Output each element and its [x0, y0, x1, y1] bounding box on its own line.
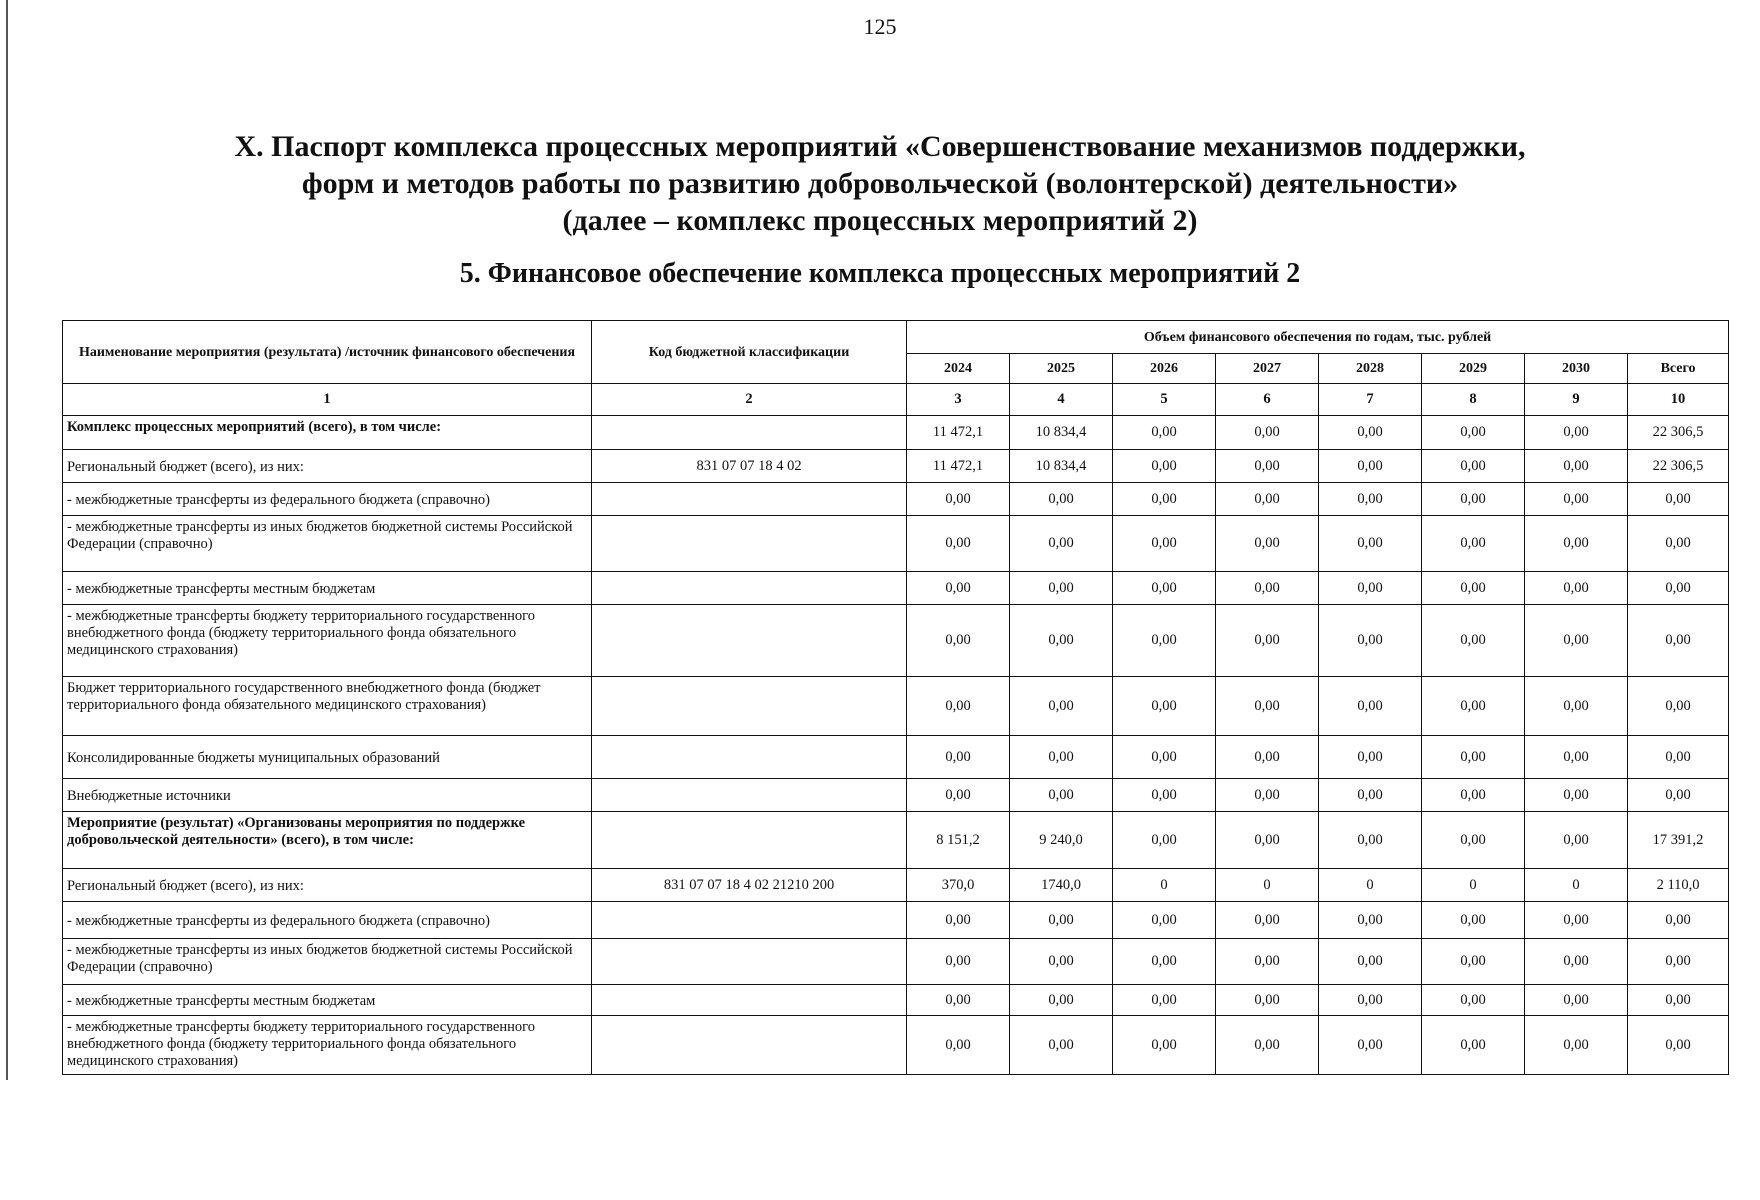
column-number: 8: [1422, 384, 1525, 416]
row-value-cell: 11 472,1: [907, 416, 1010, 450]
row-code-cell: [592, 572, 907, 605]
row-value-cell: 0,00: [1113, 572, 1216, 605]
row-value-cell: 0,00: [1319, 985, 1422, 1016]
row-value-cell: 0,00: [1422, 516, 1525, 572]
row-value-cell: 0,00: [1422, 483, 1525, 516]
table-row: [63, 1016, 1729, 1075]
row-value-cell: 0,00: [1525, 483, 1628, 516]
row-value-cell: 0,00: [1010, 605, 1113, 677]
row-value-cell: 0,00: [907, 677, 1010, 736]
row-value-cell: 0,00: [1319, 605, 1422, 677]
table-row: [63, 416, 1729, 450]
column-number: 9: [1525, 384, 1628, 416]
row-total-cell: 0,00: [1628, 605, 1729, 677]
row-value-cell: 0,00: [1525, 812, 1628, 869]
row-value-cell: 0,00: [1010, 483, 1113, 516]
row-value-cell: 0,00: [1319, 677, 1422, 736]
row-value-cell: 0,00: [1113, 939, 1216, 985]
row-value-cell: 0,00: [1216, 605, 1319, 677]
row-code-cell: [592, 605, 907, 677]
row-name-cell: Региональный бюджет (всего), из них:: [63, 450, 592, 483]
row-value-cell: 0,00: [1525, 450, 1628, 483]
row-total-cell: 0,00: [1628, 1016, 1729, 1075]
row-value-cell: 0,00: [1216, 1016, 1319, 1075]
header-year: 2026: [1113, 354, 1216, 384]
row-code-cell: 831 07 07 18 4 02: [592, 450, 907, 483]
row-value-cell: 0,00: [1113, 483, 1216, 516]
row-value-cell: 0,00: [907, 1016, 1010, 1075]
row-value-cell: 0,00: [1422, 985, 1525, 1016]
row-code-cell: [592, 902, 907, 939]
row-value-cell: 0,00: [1319, 812, 1422, 869]
column-numbers-row: [63, 384, 1729, 416]
row-value-cell: 0,00: [1525, 985, 1628, 1016]
row-value-cell: 0,00: [1010, 779, 1113, 812]
row-value-cell: 0,00: [1216, 779, 1319, 812]
row-value-cell: 0,00: [1113, 605, 1216, 677]
table-row: [63, 605, 1729, 677]
row-name-cell: - межбюджетные трансферты из иных бюджетов бюджетной системы Российской Федерации (справочно): [63, 516, 592, 572]
row-value-cell: 0,00: [1525, 1016, 1628, 1075]
row-total-cell: 0,00: [1628, 902, 1729, 939]
row-value-cell: 0,00: [907, 902, 1010, 939]
row-value-cell: 0,00: [1216, 902, 1319, 939]
table-row: [63, 572, 1729, 605]
row-value-cell: 0,00: [1525, 779, 1628, 812]
row-code-cell: [592, 812, 907, 869]
row-value-cell: 0,00: [1113, 779, 1216, 812]
row-value-cell: 0,00: [907, 939, 1010, 985]
row-value-cell: 0,00: [1319, 416, 1422, 450]
table-row: [63, 677, 1729, 736]
column-number: 3: [907, 384, 1010, 416]
row-value-cell: 0,00: [1422, 450, 1525, 483]
row-value-cell: 0,00: [1525, 736, 1628, 779]
row-value-cell: 0,00: [1010, 1016, 1113, 1075]
row-value-cell: 0,00: [1216, 812, 1319, 869]
header-year: 2028: [1319, 354, 1422, 384]
row-total-cell: 0,00: [1628, 939, 1729, 985]
row-value-cell: 9 240,0: [1010, 812, 1113, 869]
row-total-cell: 2 110,0: [1628, 869, 1729, 902]
row-value-cell: 0,00: [1216, 416, 1319, 450]
row-value-cell: 0,00: [1216, 450, 1319, 483]
column-number: 1: [63, 384, 592, 416]
row-value-cell: 8 151,2: [907, 812, 1010, 869]
table-row: [63, 902, 1729, 939]
row-code-cell: [592, 736, 907, 779]
row-code-cell: [592, 483, 907, 516]
table-row: [63, 516, 1729, 572]
header-volume-group: Объем финансового обеспечения по годам, тыс. рублей: [907, 321, 1729, 354]
row-value-cell: 0,00: [1422, 605, 1525, 677]
column-number: 4: [1010, 384, 1113, 416]
page-number: 125: [863, 14, 897, 39]
row-name-cell: Региональный бюджет (всего), из них:: [63, 869, 592, 902]
row-value-cell: 0: [1113, 869, 1216, 902]
row-name-cell: Бюджет территориального государственного внебюджетного фонда (бюджет территориального фонда обязательного медицинского страхования): [63, 677, 592, 736]
row-value-cell: 0,00: [1113, 1016, 1216, 1075]
row-value-cell: 0,00: [1319, 779, 1422, 812]
row-name-cell: Консолидированные бюджеты муниципальных образований: [63, 736, 592, 779]
row-value-cell: 0,00: [1216, 483, 1319, 516]
row-code-cell: 831 07 07 18 4 02 21210 200: [592, 869, 907, 902]
table-row: [63, 985, 1729, 1016]
title-line: X. Паспорт комплекса процессных мероприятий «Совершенствование механизмов поддержки,: [234, 130, 1526, 163]
header-year: 2025: [1010, 354, 1113, 384]
row-value-cell: 0,00: [907, 985, 1010, 1016]
row-total-cell: 22 306,5: [1628, 450, 1729, 483]
row-value-cell: 0,00: [1216, 516, 1319, 572]
column-number: 6: [1216, 384, 1319, 416]
row-value-cell: 0,00: [1525, 516, 1628, 572]
row-value-cell: 0,00: [1010, 516, 1113, 572]
row-value-cell: 0,00: [1010, 939, 1113, 985]
row-name-cell: Комплекс процессных мероприятий (всего), в том числе:: [63, 416, 592, 450]
table-row: [63, 450, 1729, 483]
table-row: [63, 483, 1729, 516]
row-name-cell: - межбюджетные трансферты местным бюджетам: [63, 572, 592, 605]
row-value-cell: 0,00: [1216, 939, 1319, 985]
title-line: форм и методов работы по развитию добровольческой (волонтерской) деятельности»: [301, 167, 1459, 200]
row-value-cell: 0,00: [1319, 1016, 1422, 1075]
row-value-cell: 0,00: [1010, 902, 1113, 939]
row-name-cell: - межбюджетные трансферты бюджету территориального государственного внебюджетного фонда (бюджету территориального фонда обязательного медицинского страхования): [63, 1016, 592, 1075]
row-code-cell: [592, 416, 907, 450]
row-value-cell: 0: [1216, 869, 1319, 902]
row-total-cell: 0,00: [1628, 483, 1729, 516]
row-value-cell: 10 834,4: [1010, 416, 1113, 450]
header-code-column: Код бюджетной классификации: [592, 321, 907, 384]
header-year: 2030: [1525, 354, 1628, 384]
row-value-cell: 0,00: [907, 516, 1010, 572]
row-total-cell: 17 391,2: [1628, 812, 1729, 869]
row-value-cell: 0,00: [1216, 985, 1319, 1016]
row-total-cell: 0,00: [1628, 677, 1729, 736]
row-value-cell: 0,00: [1319, 450, 1422, 483]
row-value-cell: 0,00: [1422, 902, 1525, 939]
row-name-cell: - межбюджетные трансферты из иных бюджетов бюджетной системы Российской Федерации (справочно): [63, 939, 592, 985]
document-title: [80, 128, 1680, 239]
row-value-cell: 0,00: [1422, 939, 1525, 985]
row-value-cell: 10 834,4: [1010, 450, 1113, 483]
table-row: [63, 736, 1729, 779]
row-value-cell: 0,00: [1216, 736, 1319, 779]
table-row: [63, 812, 1729, 869]
row-value-cell: 0,00: [1422, 812, 1525, 869]
row-value-cell: 370,0: [907, 869, 1010, 902]
row-value-cell: 0,00: [1113, 902, 1216, 939]
row-value-cell: 0,00: [1319, 902, 1422, 939]
row-code-cell: [592, 1016, 907, 1075]
row-value-cell: 0,00: [1010, 985, 1113, 1016]
row-total-cell: 0,00: [1628, 736, 1729, 779]
row-value-cell: 0,00: [1113, 985, 1216, 1016]
row-value-cell: 0,00: [1216, 677, 1319, 736]
row-value-cell: 0,00: [1525, 902, 1628, 939]
row-value-cell: 0,00: [1113, 416, 1216, 450]
row-value-cell: 0,00: [1525, 416, 1628, 450]
column-number: 7: [1319, 384, 1422, 416]
row-name-cell: - межбюджетные трансферты из федерального бюджета (справочно): [63, 483, 592, 516]
row-value-cell: 0,00: [1422, 779, 1525, 812]
row-value-cell: 0,00: [1319, 736, 1422, 779]
table-row: [63, 869, 1729, 902]
page-left-border: [6, 0, 8, 1080]
row-value-cell: 0,00: [1216, 572, 1319, 605]
row-value-cell: 0,00: [1422, 416, 1525, 450]
row-value-cell: 11 472,1: [907, 450, 1010, 483]
row-name-cell: - межбюджетные трансферты из федерального бюджета (справочно): [63, 902, 592, 939]
row-value-cell: 0,00: [1319, 572, 1422, 605]
title-line: (далее – комплекс процессных мероприятий 2): [562, 204, 1198, 237]
row-value-cell: 0,00: [1319, 483, 1422, 516]
row-value-cell: 0,00: [1113, 450, 1216, 483]
financing-table: [62, 320, 1729, 1075]
header-year: 2027: [1216, 354, 1319, 384]
row-code-cell: [592, 516, 907, 572]
column-number: 5: [1113, 384, 1216, 416]
row-value-cell: 0,00: [907, 736, 1010, 779]
column-number: 2: [592, 384, 907, 416]
row-value-cell: 0,00: [1113, 812, 1216, 869]
row-value-cell: 0,00: [1010, 736, 1113, 779]
row-name-cell: Мероприятие (результат) «Организованы мероприятия по поддержке добровольческой деятельности» (всего), в том числе:: [63, 812, 592, 869]
row-value-cell: 1740,0: [1010, 869, 1113, 902]
row-name-cell: - межбюджетные трансферты местным бюджетам: [63, 985, 592, 1016]
row-value-cell: 0,00: [1319, 939, 1422, 985]
row-total-cell: 0,00: [1628, 572, 1729, 605]
row-name-cell: Внебюджетные источники: [63, 779, 592, 812]
row-code-cell: [592, 939, 907, 985]
row-value-cell: 0,00: [1525, 677, 1628, 736]
row-total-cell: 0,00: [1628, 985, 1729, 1016]
row-value-cell: 0: [1319, 869, 1422, 902]
column-number: 10: [1628, 384, 1729, 416]
row-value-cell: 0,00: [1113, 736, 1216, 779]
section-subtitle: 5. Финансовое обеспечение комплекса процессных мероприятий 2: [459, 258, 1301, 289]
row-value-cell: 0,00: [1010, 572, 1113, 605]
row-total-cell: 0,00: [1628, 516, 1729, 572]
row-value-cell: 0,00: [1525, 572, 1628, 605]
row-total-cell: 0,00: [1628, 779, 1729, 812]
header-name-column: Наименование мероприятия (результата) /источник финансового обеспечения: [63, 321, 592, 384]
row-value-cell: 0: [1422, 869, 1525, 902]
row-total-cell: 22 306,5: [1628, 416, 1729, 450]
header-year: 2029: [1422, 354, 1525, 384]
row-value-cell: 0,00: [907, 483, 1010, 516]
row-value-cell: 0,00: [1319, 516, 1422, 572]
row-value-cell: 0,00: [907, 605, 1010, 677]
row-value-cell: 0,00: [1422, 1016, 1525, 1075]
header-year: 2024: [907, 354, 1010, 384]
row-value-cell: 0,00: [1422, 572, 1525, 605]
row-code-cell: [592, 985, 907, 1016]
row-value-cell: 0,00: [1422, 736, 1525, 779]
row-value-cell: 0,00: [1525, 605, 1628, 677]
row-value-cell: 0,00: [1113, 677, 1216, 736]
row-value-cell: 0,00: [907, 572, 1010, 605]
row-code-cell: [592, 677, 907, 736]
table-row: [63, 939, 1729, 985]
row-code-cell: [592, 779, 907, 812]
row-name-cell: - межбюджетные трансферты бюджету территориального государственного внебюджетного фонда (бюджету территориального фонда обязательного медицинского страхования): [63, 605, 592, 677]
row-value-cell: 0,00: [1525, 939, 1628, 985]
row-value-cell: 0,00: [907, 779, 1010, 812]
table-row: [63, 779, 1729, 812]
header-total: Всего: [1628, 354, 1729, 384]
row-value-cell: 0,00: [1010, 677, 1113, 736]
row-value-cell: 0,00: [1422, 677, 1525, 736]
row-value-cell: 0: [1525, 869, 1628, 902]
row-value-cell: 0,00: [1113, 516, 1216, 572]
